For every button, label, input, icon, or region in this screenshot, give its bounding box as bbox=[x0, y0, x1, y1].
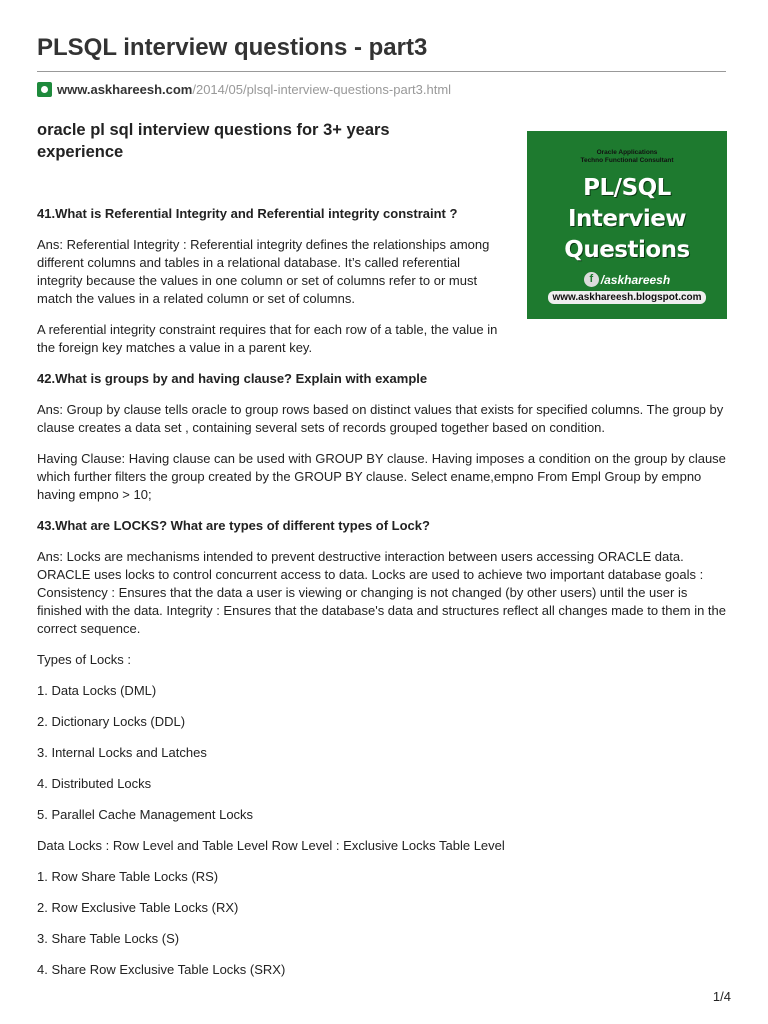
answer-41-paragraph-1: Ans: Referential Integrity : Referential integrity defines the relationships among different columns and tables in a relational database. It’s called referential integrity because the values in one column or set of columns refer to or must match the values in a related column or set of columns. bbox=[37, 237, 490, 306]
promo-caption-2: Techno Functional Consultant bbox=[580, 157, 674, 164]
site-favicon-icon bbox=[37, 82, 52, 97]
lock-type-item: 4. Distributed Locks bbox=[37, 776, 152, 791]
url-domain: www.askhareesh.com bbox=[57, 81, 193, 97]
lock-type-item: 3. Internal Locks and Latches bbox=[37, 745, 207, 760]
table-lock-item: 3. Share Table Locks (S) bbox=[37, 931, 180, 946]
question-42: 42.What is groups by and having clause? Explain with example bbox=[37, 371, 428, 386]
page-number: 1/4 bbox=[712, 989, 731, 1004]
page-title: PLSQL interview questions - part3 bbox=[37, 34, 428, 61]
lock-types-heading: Types of Locks : bbox=[37, 652, 131, 667]
title-divider bbox=[37, 71, 726, 72]
lock-type-item: 2. Dictionary Locks (DDL) bbox=[37, 714, 186, 729]
source-url[interactable] bbox=[37, 80, 451, 98]
answer-41-paragraph-2: A referential integrity constraint requires that for each row of a table, the value in the foreign key matches a value in a parent key. bbox=[37, 322, 498, 355]
promo-title-line-1: PL/SQL bbox=[583, 175, 671, 201]
article-body bbox=[37, 205, 729, 992]
lock-type-item: 1. Data Locks (DML) bbox=[37, 683, 157, 698]
table-lock-item: 2. Row Exclusive Table Locks (RX) bbox=[37, 900, 239, 915]
answer-42-paragraph-2: Having Clause: Having clause can be used with GROUP BY clause. Having imposes a condition on the group by clause which further filters the group created by the GROUP BY clause. Select ename,empno From Empl Group by empno having empno > 10; bbox=[37, 451, 726, 502]
promo-blog-url: www.askhareesh.blogspot.com bbox=[548, 291, 705, 304]
promo-title-line-2: Interview bbox=[567, 206, 687, 232]
question-41: 41.What is Referential Integrity and Referential integrity constraint ? bbox=[37, 206, 458, 221]
data-locks-line: Data Locks : Row Level and Table Level Row Level : Exclusive Locks Table Level bbox=[37, 838, 505, 853]
url-path: /2014/05/plsql-interview-questions-part3.html bbox=[192, 81, 452, 97]
answer-42-paragraph-1: Ans: Group by clause tells oracle to group rows based on distinct values that exists for specified columns. The group by clause creates a data set , containing several sets of records grouped together based on condition. bbox=[37, 402, 724, 435]
promo-caption-1: Oracle Applications bbox=[596, 149, 658, 156]
table-lock-item: 1. Row Share Table Locks (RS) bbox=[37, 869, 219, 884]
promo-title-line-3: Questions bbox=[564, 237, 690, 263]
lock-type-item: 5. Parallel Cache Management Locks bbox=[37, 807, 254, 822]
article-subtitle: oracle pl sql interview questions for 3+ years experience bbox=[37, 121, 390, 161]
answer-43-paragraph-1: Ans: Locks are mechanisms intended to prevent destructive interaction between users accessing ORACLE data. ORACLE uses locks to control concurrent access to data. Locks are used to achieve two important database goals : Consistency : Ensures that the data a user is viewing or changing is not changed (by other users) until the user is finished with the data. Integrity : Ensures that the database's data and structures reflect all changes made to them in the correct sequence. bbox=[37, 549, 726, 636]
table-lock-item: 4. Share Row Exclusive Table Locks (SRX) bbox=[37, 962, 286, 977]
promo-handle-text: /askhareesh bbox=[600, 272, 671, 287]
facebook-icon: f bbox=[584, 272, 599, 287]
question-43: 43.What are LOCKS? What are types of different types of Lock? bbox=[37, 518, 430, 533]
